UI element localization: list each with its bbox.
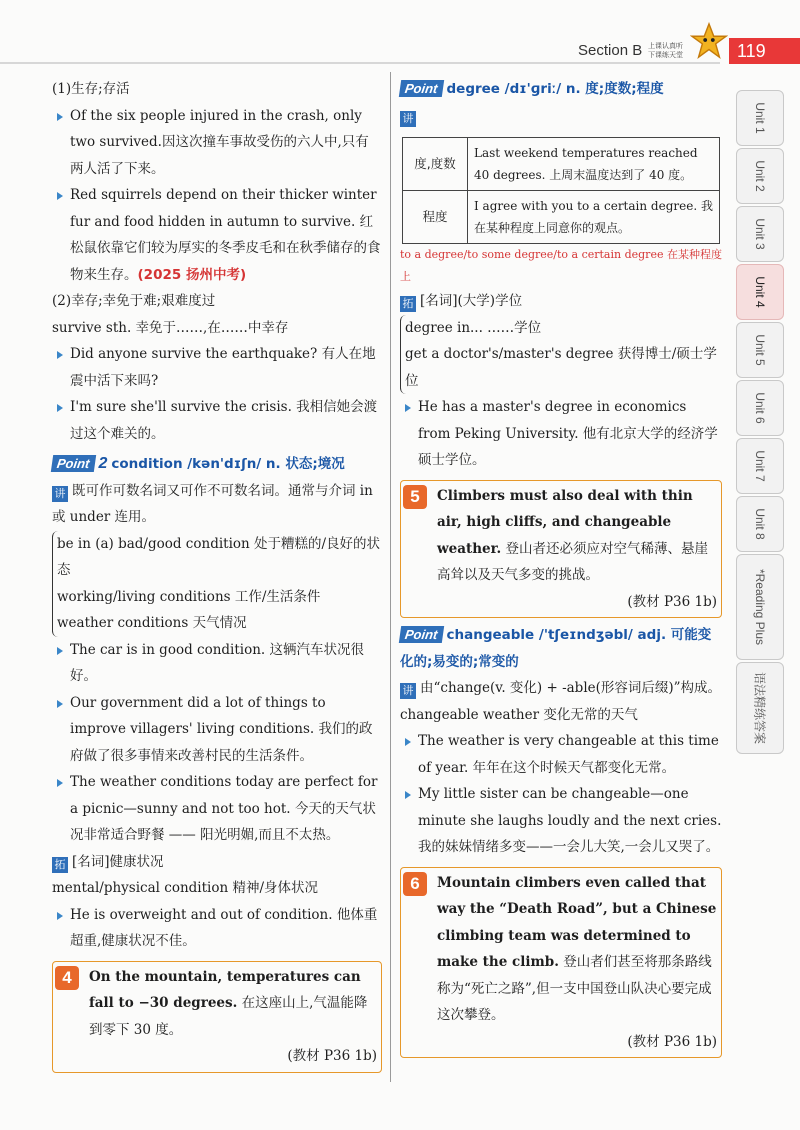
- point-headword: degree /dɪ'ɡriː/ n. 度;度数;程度: [446, 81, 664, 97]
- point-2-heading: [52, 451, 382, 478]
- sense-2: (2)幸存;幸免于难;艰难度过: [52, 293, 216, 309]
- table-cell: I agree with you to a certain degree. 我在某种程度上同意你的观点。: [468, 191, 720, 244]
- extension: 拓 [名词](大学)学位: [400, 288, 722, 315]
- example-sentence: Our government did a lot of things to improve villagers' living conditions. 我们的政府做了很多事情来改善村民的生活条件。: [52, 690, 382, 770]
- phrase: weather conditions 天气情况: [57, 615, 247, 631]
- table-row: [403, 191, 720, 244]
- extend-icon: 拓: [52, 857, 68, 873]
- point-number: 2: [98, 455, 108, 472]
- textbook-sentence-6: 6 Mountain climbers even called that way the “Death Road”, but a Chinese climbing team was determined to make the climb. 登山者们甚至将那条路线称为“死亡之路”,但一支中国登山队决心要完成这次攀登。 (教材 P36 1b): [400, 867, 722, 1059]
- phrase: mental/physical condition 精神/身体状况: [52, 880, 318, 896]
- extension: 拓 [名词]健康状况: [52, 849, 382, 876]
- table-row: [403, 138, 720, 191]
- textbook-source: (教材 P36 1b): [627, 593, 717, 610]
- tab-unit-5[interactable]: Unit 5: [736, 322, 784, 378]
- point-degree-heading: [400, 76, 722, 103]
- example-sentence: The car is in good condition. 这辆汽车状况很好。: [52, 637, 382, 690]
- tab-unit-6[interactable]: Unit 6: [736, 380, 784, 436]
- example-sentence: I'm sure she'll survive the crisis. 我相信她会渡过这个难关的。: [52, 394, 382, 447]
- point-tag: Point: [51, 455, 96, 472]
- phrase-group: [400, 315, 722, 395]
- tab-unit-8[interactable]: Unit 8: [736, 496, 784, 552]
- point-headword: condition /kən'dɪʃn/ n. 状态;境况: [111, 456, 345, 472]
- tab-unit-7[interactable]: Unit 7: [736, 438, 784, 494]
- tab-unit-2[interactable]: Unit 2: [736, 148, 784, 204]
- section-note: 上课认真听 下课练天堂: [648, 42, 683, 59]
- section-label: Section B: [578, 42, 643, 59]
- table-cell: 度,度数: [403, 138, 468, 191]
- table-cell: 程度: [403, 191, 468, 244]
- star-mascot-icon: [690, 22, 728, 60]
- left-column: [52, 76, 382, 1077]
- point-headword: changeable /'tʃeɪndʒəbl/ adj. 可能变化的;易变的;常变的: [400, 627, 712, 670]
- column-divider: [390, 72, 391, 1082]
- extend-icon: 拓: [400, 296, 416, 312]
- explain-icon: 讲: [52, 486, 68, 502]
- explanation: 讲 既可作可数名词又可作不可数名词。通常与介词 in 或 under 连用。: [52, 482, 373, 525]
- example-sentence: My little sister can be changeable—one minute she laughs loudly and the next cries. 我的妹妹情绪多变——一会儿大笑,一会儿又哭了。: [400, 781, 722, 861]
- tab-reading-plus[interactable]: *Reading Plus: [736, 554, 784, 660]
- phrase: survive sth. 幸免于……,在……中幸存: [52, 319, 289, 336]
- textbook-sentence-4: 4 On the mountain, temperatures can fall to −30 degrees. 在这座山上,气温能降到零下 30 度。 (教材 P36 1b): [52, 961, 382, 1073]
- point-tag: Point: [399, 626, 444, 643]
- textbook-sentence-5: 5 Climbers must also deal with thin air, high cliffs, and changeable weather. 登山者还必须应对空气稀薄、悬崖高耸以及天气多变的挑战。 (教材 P36 1b): [400, 480, 722, 619]
- phrase: changeable weather 变化无常的天气: [400, 706, 638, 723]
- example-sentence: He is overweight and out of condition. 他体重超重,健康状况不佳。: [52, 902, 382, 955]
- phrase: be in (a) bad/good condition 处于糟糕的/良好的状态: [57, 535, 381, 578]
- sentence-number: 5: [403, 485, 427, 509]
- explain-icon: 讲: [400, 683, 416, 699]
- right-column: [400, 76, 722, 1062]
- sentence-number: 6: [403, 872, 427, 896]
- example-sentence: The weather is very changeable at this time of year. 年年在这个时候天气都变化无常。: [400, 728, 722, 781]
- table-cell: Last weekend temperatures reached 40 degrees. 上周末温度达到了 40 度。: [468, 138, 720, 191]
- tab-unit-1[interactable]: Unit 1: [736, 90, 784, 146]
- phrase-highlight: to a degree/to some degree/to a certain degree 在某种程度上: [400, 248, 722, 283]
- phrase-group: [52, 531, 382, 637]
- example-sentence: He has a master's degree in economics from Peking University. 他有北京大学的经济学硕士学位。: [400, 394, 722, 474]
- explanation: [400, 103, 722, 130]
- phrase: degree in... ……学位: [405, 319, 542, 336]
- tab-unit-4[interactable]: Unit 4: [736, 264, 784, 320]
- textbook-source: (教材 P36 1b): [287, 1048, 377, 1064]
- example-sentence: The weather conditions today are perfect for a picnic—sunny and not too hot. 今天的天气状况非常适合野餐 —— 阳光明媚,而且不太热。: [52, 769, 382, 849]
- explanation: 讲 由“change(v. 变化) + -able(形容词后缀)”构成。: [400, 675, 722, 702]
- explain-icon: 讲: [400, 111, 416, 127]
- example-sentence: Red squirrels depend on their thicker winter fur and food hidden in autumn to survive. 红松鼠依靠它们较为厚实的冬季皮毛和在秋季储存的食物来生存。(2025 扬州中考): [52, 182, 382, 288]
- textbook-source: (教材 P36 1b): [627, 1033, 717, 1050]
- tab-grammar-answers[interactable]: 语法精练答案: [736, 662, 784, 754]
- sentence-number: 4: [55, 966, 79, 990]
- tab-unit-3[interactable]: Unit 3: [736, 206, 784, 262]
- point-tag: Point: [399, 80, 444, 97]
- example-sentence: Did anyone survive the earthquake? 有人在地震中活下来吗?: [52, 341, 382, 394]
- exam-citation: (2025 扬州中考): [137, 266, 247, 283]
- phrase: get a doctor's/master's degree 获得博士/硕士学位: [405, 346, 717, 389]
- example-sentence: Of the six people injured in the crash, only two survived.因这次撞车事故受伤的六人中,只有两人活了下来。: [52, 103, 382, 183]
- point-changeable-heading: [400, 622, 722, 675]
- phrase: working/living conditions 工作/生活条件: [57, 588, 321, 605]
- sense-table: [402, 137, 720, 244]
- page-number: 119: [729, 38, 800, 64]
- sense-1: (1)生存;存活: [52, 81, 130, 97]
- header-divider: [0, 62, 720, 64]
